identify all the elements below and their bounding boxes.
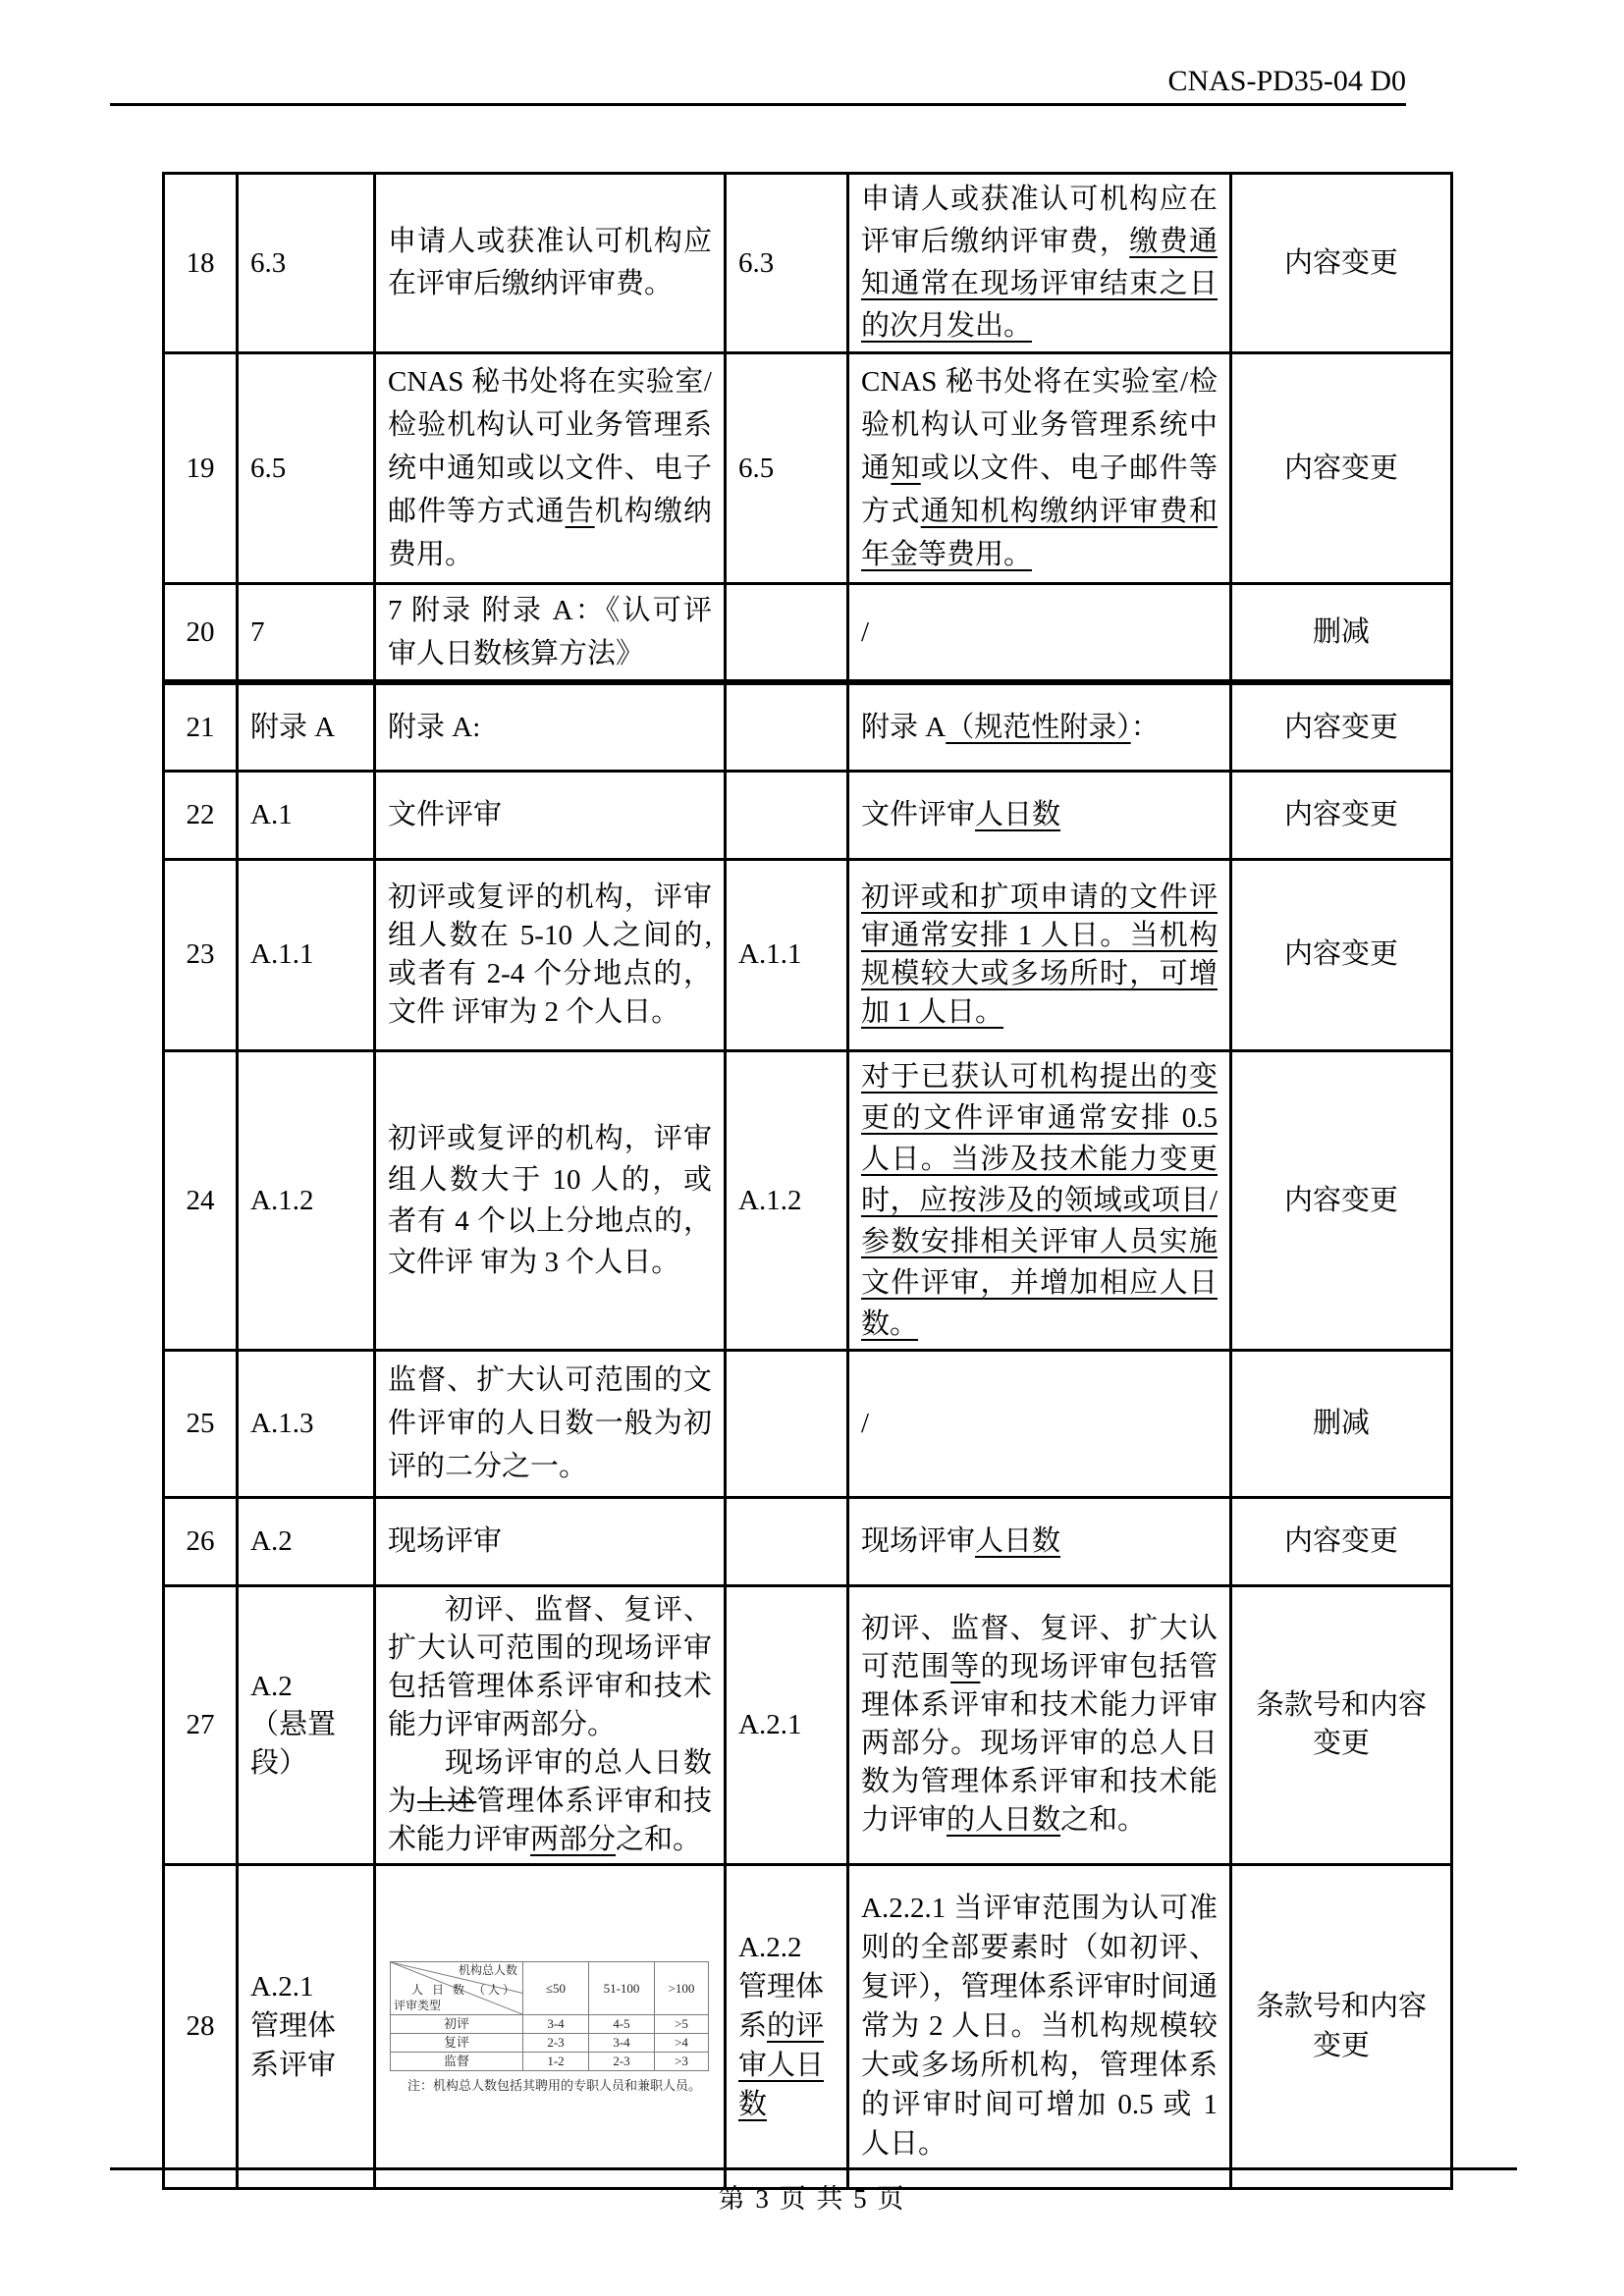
mini-col-header: ≤50: [523, 1961, 589, 2014]
mini-cell: >3: [655, 2052, 709, 2070]
capacity-table: [390, 1961, 712, 2094]
mini-row-label: 初评: [391, 2014, 523, 2033]
new-content-cell: A.2.2.1 当评审范围为认可准则的全部要素时（如初评、复评），管理体系评审时间通常为 2 人日。当机构规模较大或多场所机构，管理体系的评审时间可增加 0.5 或 1 人日。: [848, 1864, 1231, 2188]
new-content-cell: /: [848, 1350, 1231, 1497]
mini-col-header: 51-100: [589, 1961, 655, 2014]
old-content-cell: 初评或复评的机构，评审组人数在 5-10 人之间的,或者有 2-4 个分地点的，文件 评审为 2 个人日。: [375, 859, 726, 1050]
old-clause-cell: A.2 （悬置段）: [238, 1585, 375, 1864]
row-number-cell: 18: [164, 174, 238, 353]
change-type-cell: 内容变更: [1231, 353, 1452, 584]
change-type-cell: 删减: [1231, 584, 1452, 683]
new-content-cell: 对于已获认可机构提出的变更的文件评审通常安排 0.5 人日。当涉及技术能力变更时，应按涉及的领域或项目/参数安排相关评审人员实施文件评审，并增加相应人日数。: [848, 1050, 1231, 1350]
diag-label-assessment-type: 评审类型: [394, 1998, 442, 2012]
new-content-cell: CNAS 秘书处将在实验室/检验机构认可业务管理系统中通知或以文件、电子邮件等方式通知机构缴纳评审费和年金等费用。: [848, 353, 1231, 584]
diag-label-total-staff: 机构总人数: [458, 1962, 517, 1977]
old-clause-cell: 6.5: [238, 353, 375, 584]
old-clause-cell: A.1.2: [238, 1050, 375, 1350]
new-clause-cell: [726, 771, 848, 859]
mini-cell: >4: [655, 2033, 709, 2052]
table-row: [164, 1050, 1452, 1350]
change-type-cell: 内容变更: [1231, 174, 1452, 353]
mini-cell: 3-4: [589, 2033, 655, 2052]
row-number-cell: 26: [164, 1497, 238, 1585]
table-row: [164, 174, 1452, 353]
row-number-cell: 27: [164, 1585, 238, 1864]
old-clause-cell: 6.3: [238, 174, 375, 353]
row-number-cell: 19: [164, 353, 238, 584]
new-clause-cell: [726, 682, 848, 771]
table-row: [164, 1864, 1452, 2188]
mini-cell: 2-3: [589, 2052, 655, 2070]
old-content-cell: [375, 1864, 726, 2188]
old-content-cell: 初评、监督、复评、扩大认可范围的现场评审包括管理体系评审和技术能力评审两部分。 现场评审的总人日数为上述管理体系评审和技术能力评审两部分之和。: [375, 1585, 726, 1864]
row-number-cell: 25: [164, 1350, 238, 1497]
old-content-cell: 申请人或获准认可机构应在评审后缴纳评审费。: [375, 174, 726, 353]
mini-row-label: 监督: [391, 2052, 523, 2070]
old-content-cell: 现场评审: [375, 1497, 726, 1585]
change-type-cell: 条款号和内容变更: [1231, 1585, 1452, 1864]
old-clause-cell: A.1.3: [238, 1350, 375, 1497]
row-number-cell: 21: [164, 682, 238, 771]
doc-code: CNAS-PD35-04 D0: [110, 65, 1406, 106]
change-type-cell: 内容变更: [1231, 771, 1452, 859]
old-clause-cell: A.1: [238, 771, 375, 859]
change-type-cell: 内容变更: [1231, 859, 1452, 1050]
mini-table-note: 注：机构总人数包括其聘用的专职人员和兼职人员。: [407, 2077, 702, 2093]
new-content-cell: 初评或和扩项申请的文件评审通常安排 1 人日。当机构规模较大或多场所时，可增加 1 人日。: [848, 859, 1231, 1050]
change-type-cell: 内容变更: [1231, 1497, 1452, 1585]
table-row: [164, 771, 1452, 859]
page-number: 第 3 页 共 5 页: [718, 2184, 906, 2214]
table-row: [164, 1585, 1452, 1864]
table-row: [164, 584, 1452, 683]
new-clause-cell: A.1.1: [726, 859, 848, 1050]
new-content-cell: 附录 A（规范性附录）：: [848, 682, 1231, 771]
new-clause-cell: A.2.1: [726, 1585, 848, 1864]
new-content-cell: 现场评审人日数: [848, 1497, 1231, 1585]
mini-col-header: >100: [655, 1961, 709, 2014]
mini-row-label: 复评: [391, 2033, 523, 2052]
row-number-cell: 20: [164, 584, 238, 683]
mini-cell: 3-4: [523, 2014, 589, 2033]
new-clause-cell: [726, 1497, 848, 1585]
table-row: [164, 859, 1452, 1050]
diagonal-header-cell: [391, 1961, 523, 2014]
row-number-cell: 23: [164, 859, 238, 1050]
new-content-cell: /: [848, 584, 1231, 683]
new-content-cell: 文件评审人日数: [848, 771, 1231, 859]
old-content-cell: 文件评审: [375, 771, 726, 859]
change-type-cell: 条款号和内容变更: [1231, 1864, 1452, 2188]
new-clause-cell: 6.3: [726, 174, 848, 353]
row-number-cell: 22: [164, 771, 238, 859]
diag-label-man-days: 人 日 数 （人）: [410, 1982, 517, 1997]
change-type-cell: 内容变更: [1231, 1050, 1452, 1350]
old-content-cell: 7 附录 附录 A：《认可评审人日数核算方法》: [375, 584, 726, 683]
mini-cell: 2-3: [523, 2033, 589, 2052]
table-row: [164, 353, 1452, 584]
mini-cell: 1-2: [523, 2052, 589, 2070]
new-clause-cell: 6.5: [726, 353, 848, 584]
old-clause-cell: A.2.1 管理体系评审: [238, 1864, 375, 2188]
new-clause-cell: A.1.2: [726, 1050, 848, 1350]
footer-rule: [110, 2167, 1517, 2170]
new-content-cell: 申请人或获准认可机构应在评审后缴纳评审费，缴费通知通常在现场评审结束之日的次月发出。: [848, 174, 1231, 353]
new-content-cell: 初评、监督、复评、扩大认可范围等的现场评审包括管理体系评审和技术能力评审两部分。现场评审的总人日数为管理体系评审和技术能力评审的人日数之和。: [848, 1585, 1231, 1864]
new-clause-cell: A.2.2 管理体系的评审人日数: [726, 1864, 848, 2188]
row-number-cell: 28: [164, 1864, 238, 2188]
mini-cell: >5: [655, 2014, 709, 2033]
table-row: [164, 1350, 1452, 1497]
old-clause-cell: 附录 A: [238, 682, 375, 771]
old-content-cell: 初评或复评的机构，评审组人数大于 10 人的，或者有 4 个以上分地点的，文件评 审为 3 个人日。: [375, 1050, 726, 1350]
row-number-cell: 24: [164, 1050, 238, 1350]
old-clause-cell: 7: [238, 584, 375, 683]
revision-table: [162, 172, 1453, 2190]
old-clause-cell: A.1.1: [238, 859, 375, 1050]
new-clause-cell: [726, 584, 848, 683]
table-row: [164, 1497, 1452, 1585]
mini-cell: 4-5: [589, 2014, 655, 2033]
change-type-cell: 删减: [1231, 1350, 1452, 1497]
table-row: [164, 682, 1452, 771]
change-type-cell: 内容变更: [1231, 682, 1452, 771]
old-content-cell: CNAS 秘书处将在实验室/检验机构认可业务管理系统中通知或以文件、电子邮件等方式通告机构缴纳费用。: [375, 353, 726, 584]
old-content-cell: 监督、扩大认可范围的文件评审的人日数一般为初评的二分之一。: [375, 1350, 726, 1497]
new-clause-cell: [726, 1350, 848, 1497]
old-content-cell: 附录 A:: [375, 682, 726, 771]
old-clause-cell: A.2: [238, 1497, 375, 1585]
